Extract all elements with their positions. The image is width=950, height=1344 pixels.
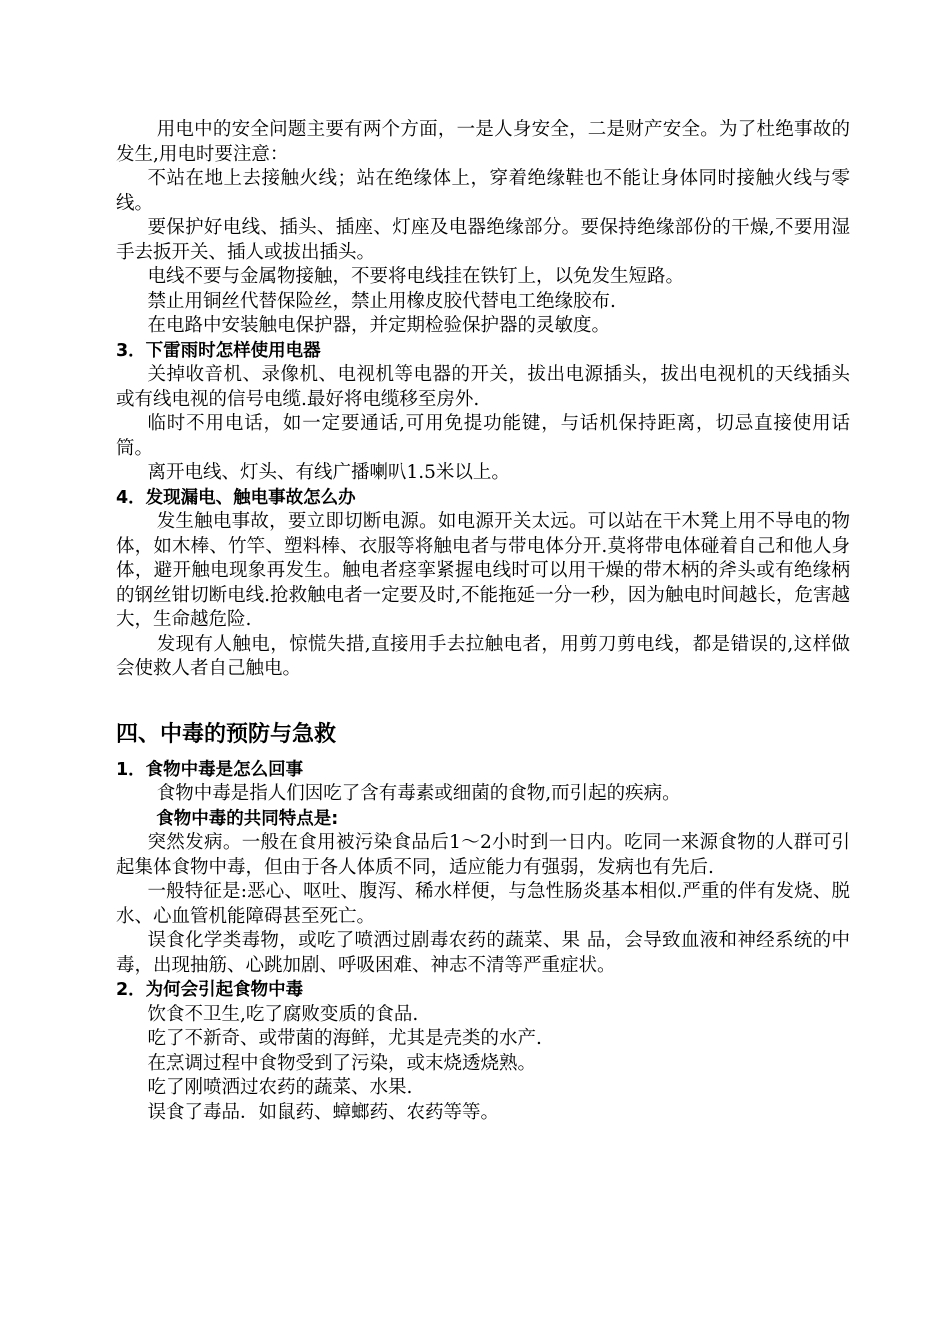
cause-item: 饮食不卫生,吃了腐败变质的食品. [147, 1003, 419, 1025]
cause-item: 吃了不新奇、或带菌的海鲜，尤其是壳类的水产. [147, 1028, 542, 1049]
safety-item: 禁止用铜丝代替保险丝，禁止用橡皮胶代替电工绝缘胶布. [147, 290, 616, 312]
leak-paragraph: 发生触电事故，要立即切断电源。如电源开关太远。可以站在干木凳上用不导电的物体，如木棒、竹竿、塑料棒、衣服等将触电者与带电体分开.莫将带电体碰着自己和他人身体，避开触电现象再发生。触电者痉挛紧握电线时可以用干燥的带木柄的斧头或有绝缘柄的钢丝钳切断电线.抢救触电者一定要及时,不能拖延一分一秒，因为触电时间越长，危害越大，生命越危险. [116, 511, 850, 630]
safety-item: 要保护好电线、插头、插座、灯座及电器绝缘部分。要保持绝缘部份的干燥,不要用湿手去扳开关、插人或拔出插头。 [116, 217, 850, 263]
heading-causes: 2．为何会引起食物中毒 [116, 980, 304, 1000]
heading-what-is-food-poisoning: 1．食物中毒是怎么回事 [116, 759, 304, 780]
cause-item: 误食了毒品．如鼠药、蟑螂药、农药等等。 [147, 1101, 499, 1123]
thunder-item: 临时不用电话，如一定要通话,可用免提功能键，与话机保持距离，切忌直接使用话筒。 [116, 413, 850, 459]
heading-leakage: 4．发现漏电、触电事故怎么办 [116, 487, 356, 508]
cause-item: 在烹调过程中食物受到了污染，或末烧透烧熟。 [147, 1052, 536, 1074]
section-title-poisoning: 四、中毒的预防与急救 [116, 721, 337, 747]
feature-paragraph: 一般特征是:恶心、呕吐、腹泻、稀水样便，与急性肠炎基本相似.严重的伴有发烧、脱水、心血管机能障碍甚至死亡。 [116, 881, 850, 927]
safety-item: 不站在地上去接触火线；站在绝缘体上，穿着绝缘鞋也不能让身体同时接触火线与零线。 [116, 168, 850, 214]
intro-paragraph: 用电中的安全问题主要有两个方面，一是人身安全，二是财产安全。为了杜绝事故的发生,用电时要注意： [116, 119, 850, 165]
cause-item: 吃了刚喷洒过农药的蔬菜、水果. [147, 1077, 413, 1098]
thunder-item: 关掉收音机、录像机、电视机等电器的开关，拔出电源插头，拔出电视机的天线插头或有线电视的信号电缆.最好将电缆移至房外. [116, 364, 850, 410]
heading-common-features: 食物中毒的共同特点是: [156, 808, 339, 829]
safety-item: 电线不要与金属物接触，不要将电线挂在铁钉上，以免发生短路。 [147, 266, 684, 287]
leak-paragraph: 发现有人触电，惊慌失措,直接用手去拉触电者，用剪刀剪电线，都是错误的,这样做会使救人者自己触电。 [116, 633, 850, 679]
heading-thunderstorm: 3．下雷雨时怎样使用电器 [116, 340, 321, 361]
definition-paragraph: 食物中毒是指人们因吃了含有毒素或细菌的食物,而引起的疾病。 [156, 783, 681, 804]
safety-item: 在电路中安装触电保护器，并定期检验保护器的灵敏度。 [147, 315, 610, 336]
feature-paragraph: 误食化学类毒物，或吃了喷洒过剧毒农药的蔬菜、果 品，会导致血液和神经系统的中毒，出现抽筋、心跳加剧、呼吸困难、神志不清等严重症状。 [116, 930, 850, 976]
feature-paragraph: 突然发病。一般在食用被污染食品后1～2小时到一日内。吃同一来源食物的人群可引起集体食物中毒，但由于各人体质不同，适应能力有强弱，发病也有先后. [116, 832, 850, 878]
thunder-item: 离开电线、灯头、有线广播喇叭1.5米以上。 [147, 462, 510, 483]
